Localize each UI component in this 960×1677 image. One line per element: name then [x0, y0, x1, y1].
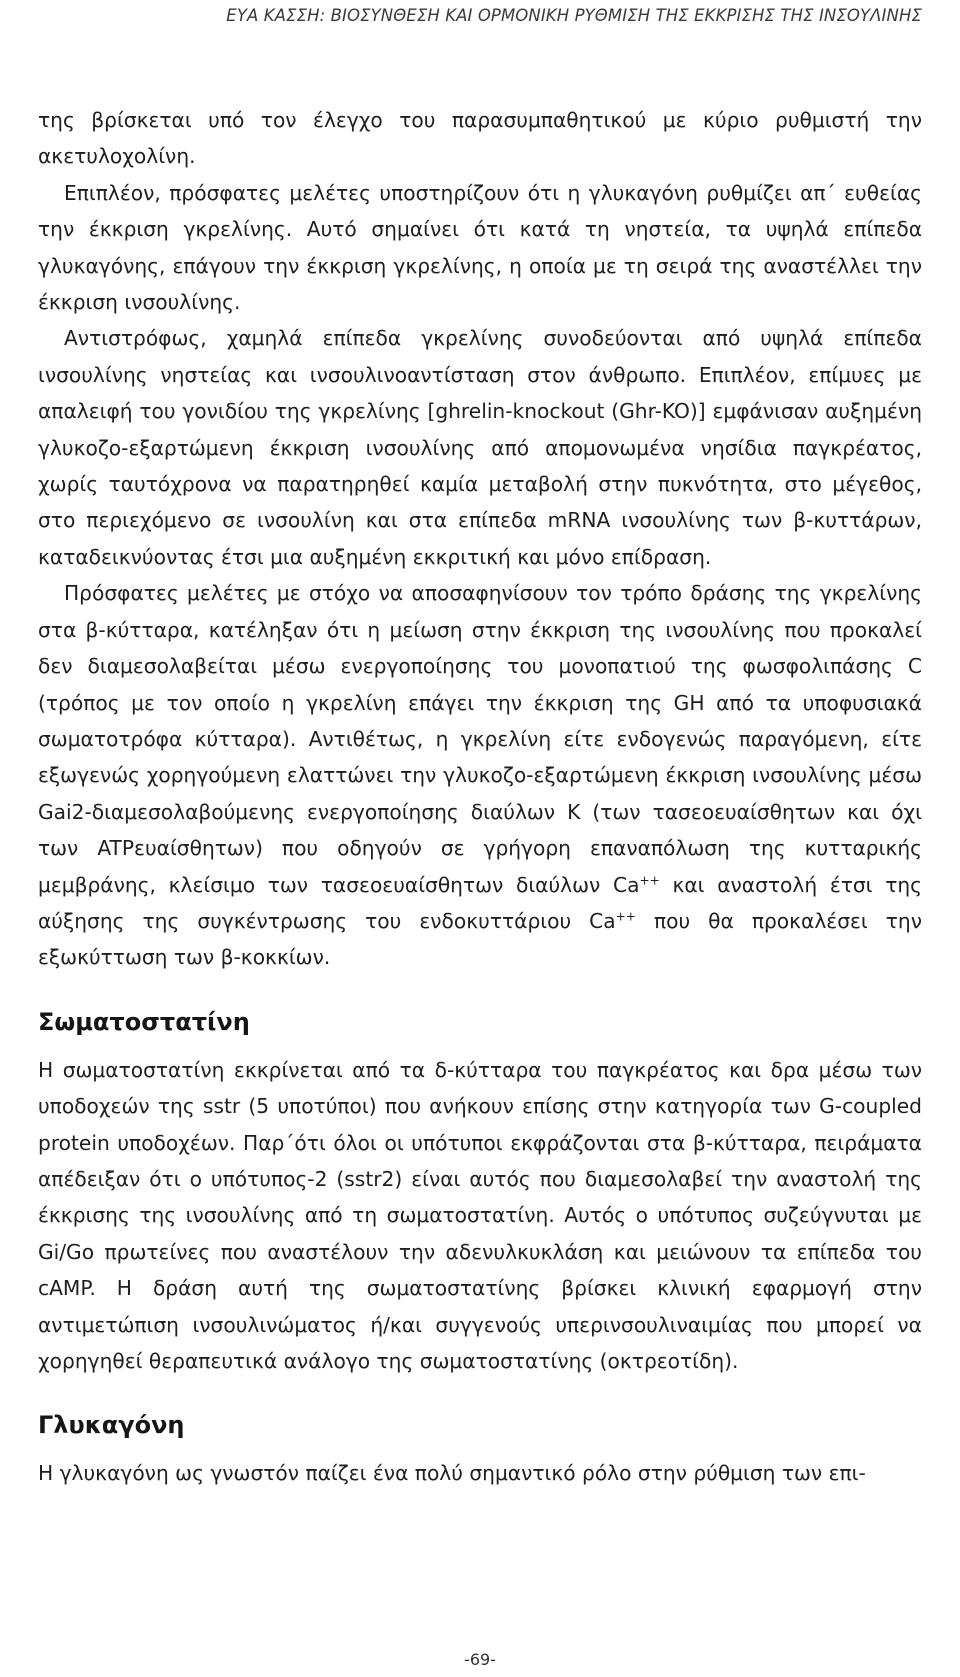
paragraph-ghrelin-knockout: Αντιστρόφως, χαμηλά επίπεδα γκρελίνης συνοδεύονται από υψηλά επίπεδα ινσουλίνης νηστείας και ινσουλινοαντίσταση στον άνθρωπο. Επιπλέον, επίμυες με απαλειφή του γονιδίου της γκρελίνης [ghrelin-knockout (Ghr-KO)] εμφάνισαν αυξημένη γλυκοζο-εξαρτώμενη έκκριση ινσουλίνης από απομονωμένα νησίδια παγκρέατος, χωρίς ταυτόχρονα να παρατηρηθεί καμία μεταβολή στην πυκνότητα, στο μέγεθος, στο περιεχόμενο σε ινσουλίνη και στα επίπεδα mRNA ινσουλίνης των β-κυττάρων, καταδεικνύοντας έτσι μια αυξημένη εκκριτική και μόνο επίδραση. — [38, 326, 922, 569]
paragraph-somatostatin: Η σωματοστατίνη εκκρίνεται από τα δ-κύτταρα του παγκρέατος και δρα μέσω των υποδοχεών της sstr (5 υποτύποι) που ανήκουν επίσης στην κατηγορία των G-coupled protein υποδοχέων. Παρ΄ότι όλοι οι υπότυποι εκφράζονται στα β-κύτταρα, πειράματα απέδειξαν ότι ο υπότυπος-2 (sstr2) είναι αυτός που διαμεσολαβεί την αναστολή της έκκρισης της ινσουλίνης από τη σωματοστατίνη. Αυτός ο υπότυπος συζεύγνυται με Gi/Go πρωτείνες που αναστέλουν την αδενυλκυκλάση και μειώνουν τα επίπεδα του cAMP. Η δράση αυτή της σωματοστατίνης βρίσκει κλινική εφαρμογή στην αντιμετώπιση ινσουλινώματος ή/και συγγενούς υπερινσουλιναιμίας που μπορεί να χορηγηθεί θεραπευτικά ανάλογο της σωματοστατίνης (οκτρεοτίδη). — [38, 1057, 922, 1373]
superscript: ++ — [615, 909, 636, 924]
section-heading-somatostatin: Σωματοστατίνη — [38, 1007, 250, 1036]
page-number: -69- — [464, 1650, 496, 1669]
body-text — [38, 102, 922, 1492]
paragraph-ghrelin-mechanism — [38, 575, 922, 975]
superscript: ++ — [639, 872, 660, 887]
paragraph-glucagon: Η γλυκαγόνη ως γνωστόν παίζει ένα πολύ σημαντικό ρόλο στην ρύθμιση των επι- — [38, 1461, 866, 1486]
paragraph-text: που θα προκαλέσει την εξωκύττωση των β-κοκκίων. — [38, 908, 922, 970]
paragraph-continuation: της βρίσκεται υπό τον έλεγχο του παρασυμπαθητικού με κύριο ρυθμιστή την ακετυλοχολίνη. — [38, 108, 922, 169]
section-heading-glucagon: Γλυκαγόνη — [38, 1411, 185, 1440]
paragraph-glucagon-ghrelin: Επιπλέον, πρόσφατες μελέτες υποστηρίζουν ότι η γλυκαγόνη ρυθμίζει απ΄ ευθείας την έκκριση γκρελίνης. Αυτό σημαίνει ότι κατά τη νηστεία, τα υψηλά επίπεδα γλυκαγόνης, επάγουν την έκκριση γκρελίνης, η οποία με τη σειρά της αναστέλλει την έκκριση ινσουλίνης. — [38, 180, 922, 315]
paragraph-text: και αναστολή έτσι της αύξησης της συγκέντρωσης του ενδοκυττάριου Ca — [38, 872, 923, 933]
paragraph-text: Πρόσφατες μελέτες με στόχο να αποσαφηνίσουν τον τρόπο δράσης της γκρελίνης στα β-κύτταρα, κατέληξαν ότι η μείωση στην έκκριση της ινσουλίνης που προκαλεί δεν διαμεσολαβείται μέσω ενεργοποίησης του μονοπατιού της φωσφολιπάσης C (τρόπος με τον οποίο η γκρελίνη επάγει την έκκριση της GH από τα υποφυσιακά σωματοτρόφα κύτταρα). Αντιθέτως, η γκρελίνη είτε ενδογενώς παραγόμενη, είτε εξωγενώς χορηγούμενη ελαττώνει την γλυκοζο-εξαρτώμενη έκκριση ινσουλίνης μέσω Gai2-διαμεσολαβούμενης ενεργοποίησης διαύλων K (των τασεοευαίσθητων και όχι των ATPευαίσθητων) που οδηγούν σε γρήγορη επαναπόλωση της κυτταρικής μεμβράνης, κλείσιμο των τασεοευαίσθητων διαύλων Ca — [38, 581, 922, 897]
running-header: ΕΥΑ ΚΑΣΣΗ: ΒΙΟΣΥΝΘΕΣΗ ΚΑΙ ΟΡΜΟΝΙΚΗ ΡΥΘΜΙΣΗ ΤΗΣ ΕΚΚΡΙΣΗΣ ΤΗΣ ΙΝΣΟΥΛΙΝΗΣ — [226, 6, 922, 25]
